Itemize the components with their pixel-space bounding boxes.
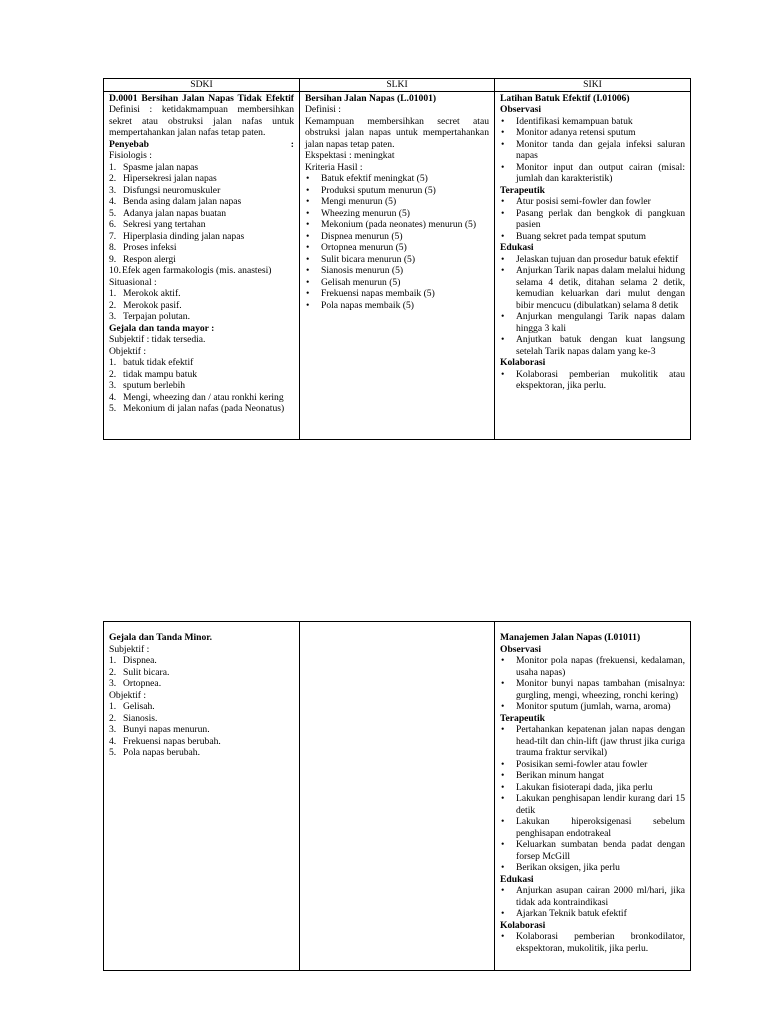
list-item-text: Hipersekresi jalan napas <box>123 173 217 184</box>
bullet-icon: • <box>501 230 505 242</box>
objektif-mayor-list <box>109 357 294 415</box>
kolaborasi2-heading: Kolaborasi <box>500 919 546 931</box>
bullet-icon: • <box>501 196 505 207</box>
list-item <box>305 231 489 243</box>
list-number: 4. <box>109 735 117 747</box>
list-item <box>305 254 489 266</box>
list-item <box>500 782 685 794</box>
list-item <box>500 862 685 874</box>
list-item <box>500 885 685 908</box>
list-item <box>109 369 294 381</box>
slki-empty-cell <box>300 622 495 971</box>
list-item-text: Mengi menurun (5) <box>321 196 397 207</box>
sdki-minor-cell <box>104 622 300 971</box>
table-body-row <box>104 91 691 439</box>
list-item-text: Anjurkan mengulangi Tarik napas dalam hingga 3 kali <box>516 311 685 334</box>
list-item-text: Merokok aktif. <box>123 288 181 299</box>
list-item <box>109 392 294 404</box>
list-number: 2. <box>109 173 117 184</box>
list-item-text: Buang sekret pada tempat sputum <box>516 230 647 242</box>
bullet-icon: • <box>306 265 310 276</box>
list-item-text: Identifikasi kemampuan batuk <box>516 115 633 127</box>
bullet-icon: • <box>306 230 310 242</box>
list-item <box>500 116 685 128</box>
list-item <box>109 173 294 185</box>
objektif-label: Objektif : <box>109 345 147 357</box>
minor-subjektif-list <box>109 655 294 690</box>
nursing-care-table-2 <box>103 621 691 971</box>
bullet-icon: • <box>501 368 505 380</box>
list-item-text: Sekresi yang tertahan <box>123 219 206 230</box>
fisiologis-list <box>109 162 294 277</box>
list-item <box>109 196 294 208</box>
list-item-text: Efek agen farmakologis (mis. anastesi) <box>122 265 272 276</box>
list-number: 4. <box>109 391 117 403</box>
list-item-text: Hiperplasia dinding jalan napas <box>123 230 245 242</box>
list-item <box>500 127 685 139</box>
list-item <box>305 288 489 300</box>
slki-definisi-label: Definisi : <box>305 104 341 115</box>
edukasi-list <box>500 254 685 358</box>
list-item <box>109 678 294 690</box>
list-item-text: Lakukan hiperoksigenasi sebelum penghisapan endotrakeal <box>516 816 685 839</box>
list-number: 10. <box>109 265 121 276</box>
list-item <box>305 242 489 254</box>
list-number: 9. <box>109 253 117 265</box>
slki-ekspektasi: Ekspektasi : meningkat <box>305 150 395 161</box>
list-number: 6. <box>109 219 117 230</box>
list-item <box>500 839 685 862</box>
list-item-text: Disfungsi neuromuskuler <box>123 184 221 196</box>
list-item-text: Ajarkan Teknik batuk efektif <box>516 908 627 919</box>
list-item-text: Frekuensi napas membaik (5) <box>321 288 435 299</box>
list-item <box>500 793 685 816</box>
list-number: 4. <box>109 196 117 207</box>
list-item <box>500 678 685 701</box>
list-item-text: Frekuensi napas berubah. <box>123 735 221 747</box>
list-item <box>109 747 294 759</box>
list-item <box>109 231 294 243</box>
penyebab-heading <box>109 139 294 151</box>
list-item-text: Mengi, wheezing dan / atau ronkhi kering <box>123 391 284 403</box>
list-item-text: Pola napas membaik (5) <box>321 299 414 311</box>
list-item <box>500 162 685 185</box>
siki-title: Latihan Batuk Efektif (I.01006) <box>500 92 630 104</box>
list-item <box>109 713 294 725</box>
table-body-row <box>104 622 691 971</box>
list-item <box>500 231 685 243</box>
list-item-text: Kolaborasi pemberian mukolitik atau ekspektoran, jika perlu. <box>516 368 685 391</box>
list-item <box>109 208 294 220</box>
header-sdki: SDKI <box>104 79 300 92</box>
list-item-text: Respon alergi <box>123 253 176 265</box>
edukasi-heading: Edukasi <box>500 242 534 253</box>
bullet-icon: • <box>306 288 310 299</box>
bullet-icon: • <box>501 701 505 712</box>
observasi-list <box>500 116 685 185</box>
list-number: 2. <box>109 712 117 724</box>
list-item-text: Monitor pola napas (frekuensi, kedalaman, usaha napas) <box>516 655 685 678</box>
kolaborasi2-list <box>500 931 685 954</box>
list-item <box>305 277 489 289</box>
list-item-text: Dispnea menurun (5) <box>321 230 403 242</box>
slki-title: Bersihan Jalan Napas (L.01001) <box>305 92 437 104</box>
list-item-text: Keluarkan sumbatan benda padat dengan forsep McGill <box>516 839 685 862</box>
list-item <box>305 208 489 220</box>
header-siki: SIKI <box>495 79 691 92</box>
subjektif-mayor: Subjektif : tidak tersedia. <box>109 334 206 345</box>
list-item-text: Proses infeksi <box>123 242 177 253</box>
list-item <box>109 162 294 174</box>
siki-manajemen-cell <box>495 622 691 971</box>
list-item <box>500 196 685 208</box>
list-item-text: Berikan oksigen, jika perlu <box>516 862 620 873</box>
edukasi2-heading: Edukasi <box>500 873 534 885</box>
bullet-icon: • <box>306 242 310 253</box>
bullet-icon: • <box>501 265 505 276</box>
list-item <box>109 311 294 323</box>
penyebab-label: Penyebab <box>109 138 149 150</box>
list-number: 3. <box>109 311 117 322</box>
bullet-icon: • <box>501 311 505 322</box>
penyebab-colon: : <box>290 138 294 150</box>
bullet-icon: • <box>501 253 505 265</box>
list-item <box>500 816 685 839</box>
bullet-icon: • <box>501 724 505 735</box>
edukasi2-list <box>500 885 685 920</box>
bullet-icon: • <box>306 219 310 230</box>
nursing-care-table-1 <box>103 78 691 440</box>
list-item <box>305 173 489 185</box>
list-item <box>500 311 685 334</box>
terapeutik-heading: Terapeutik <box>500 184 545 196</box>
bullet-icon: • <box>501 862 505 873</box>
bullet-icon: • <box>306 207 310 219</box>
sdki-cell <box>104 91 300 439</box>
list-item <box>305 265 489 277</box>
list-item-text: Monitor input dan output cairan (misal: jumlah dan karakteristik) <box>516 161 685 184</box>
list-item-text: Spasme jalan napas <box>123 161 199 173</box>
bullet-icon: • <box>306 184 310 196</box>
list-item-text: Anjutkan batuk dengan kuat langsung setelah Tarik napas dalam yang ke-3 <box>516 334 685 357</box>
list-item <box>500 724 685 759</box>
list-item-text: sputum berlebih <box>123 380 186 391</box>
bullet-icon: • <box>501 334 505 345</box>
list-item-text: Mekonium di jalan nafas (pada Neonatus) <box>123 403 285 414</box>
bullet-icon: • <box>306 299 310 311</box>
bullet-icon: • <box>501 885 505 896</box>
list-number: 3. <box>109 724 117 735</box>
situasional-list <box>109 288 294 323</box>
list-item-text: tidak mampu batuk <box>123 368 198 380</box>
list-item <box>109 242 294 254</box>
list-item <box>305 300 489 312</box>
list-item-text: Anjurkan asupan cairan 2000 ml/hari, jika tidak ada kontraindikasi <box>516 885 685 908</box>
header-slki: SLKI <box>300 79 495 92</box>
list-item-text: Ortopnea. <box>123 678 162 689</box>
list-item-text: Wheezing menurun (5) <box>321 207 410 219</box>
list-item <box>500 931 685 954</box>
bullet-icon: • <box>501 138 505 150</box>
bullet-icon: • <box>501 816 505 827</box>
list-item-text: Batuk efektif meningkat (5) <box>321 173 428 184</box>
minor-objektif-label: Objektif : <box>109 689 147 701</box>
list-item-text: Sianosis. <box>123 712 158 724</box>
list-item-text: Terpajan polutan. <box>123 311 190 322</box>
minor-subjektif-label: Subjektif : <box>109 643 150 655</box>
list-item <box>500 139 685 162</box>
minor-heading: Gejala dan Tanda Minor. <box>109 632 213 643</box>
list-item-text: Gelisah menurun (5) <box>321 276 401 288</box>
bullet-icon: • <box>306 276 310 288</box>
sdki-definition: Definisi : ketidakmampuan membersihkan sekret atau obstruksi jalan nafas untuk mempertahankan jalan nafas tetap paten. <box>109 104 294 138</box>
list-item-text: Pasang perlak dan bengkok di pangkuan pasien <box>516 207 685 230</box>
list-number: 5. <box>109 207 117 219</box>
list-number: 1. <box>109 655 117 666</box>
list-number: 5. <box>109 403 117 414</box>
list-item <box>500 265 685 311</box>
list-item <box>500 334 685 357</box>
list-item-text: Pola napas berubah. <box>123 747 200 758</box>
kolaborasi-heading: Kolaborasi <box>500 357 546 368</box>
list-item-text: Monitor bunyi napas tambahan (misalnya: gurgling, mengi, wheezing, ronchi kering) <box>516 678 685 701</box>
bullet-icon: • <box>501 781 505 793</box>
observasi2-list <box>500 655 685 713</box>
terapeutik2-list <box>500 724 685 874</box>
bullet-icon: • <box>501 161 505 173</box>
list-item-text: Kolaborasi pemberian bronkodilator, ekspektoran, mukolitik, jika perlu. <box>516 931 685 954</box>
list-item <box>109 403 294 415</box>
list-item-text: Gelisah. <box>123 701 155 712</box>
list-item-text: Atur posisi semi-fowler dan fowler <box>516 196 651 207</box>
list-item <box>500 770 685 782</box>
slki-cell <box>300 91 495 439</box>
bullet-icon: • <box>501 655 505 666</box>
kolaborasi-list <box>500 369 685 392</box>
list-item <box>500 254 685 266</box>
list-number: 1. <box>109 701 117 712</box>
list-item <box>305 196 489 208</box>
list-item <box>500 208 685 231</box>
fisiologis-label: Fisiologis : <box>109 150 152 161</box>
list-item <box>109 380 294 392</box>
list-item <box>500 908 685 920</box>
situasional-label: Situasional : <box>109 276 157 288</box>
bullet-icon: • <box>306 196 310 207</box>
list-item <box>109 265 294 277</box>
list-item <box>500 701 685 713</box>
list-item <box>109 288 294 300</box>
list-item <box>109 701 294 713</box>
list-number: 3. <box>109 380 117 391</box>
list-number: 5. <box>109 747 117 758</box>
list-number: 7. <box>109 230 117 242</box>
sdki-title: D.0001 Bersihan Jalan Napas Tidak Efektif <box>109 92 294 104</box>
list-item-text: Benda asing dalam jalan napas <box>123 196 242 207</box>
list-item-text: Monitor sputum (jumlah, warna, aroma) <box>516 701 671 712</box>
terapeutik2-heading: Terapeutik <box>500 712 545 724</box>
list-item-text: Jelaskan tujuan dan prosedur batuk efektif <box>516 253 679 265</box>
list-number: 1. <box>109 288 117 299</box>
list-item-text: Monitor tanda dan gejala infeksi saluran napas <box>516 138 685 161</box>
list-item-text: Dispnea. <box>123 655 157 666</box>
bullet-icon: • <box>501 908 505 919</box>
list-number: 2. <box>109 299 117 311</box>
bullet-icon: • <box>501 793 505 804</box>
slki-kriteria-label: Kriteria Hasil : <box>305 161 363 173</box>
list-item-text: Bunyi napas menurun. <box>123 724 210 735</box>
list-item-text: Mekonium (pada neonates) menurun (5) <box>321 219 477 230</box>
list-item <box>109 185 294 197</box>
bullet-icon: • <box>501 770 505 781</box>
list-item <box>500 369 685 392</box>
mayor-heading: Gejala dan tanda mayor : <box>109 322 215 334</box>
list-item <box>500 655 685 678</box>
slki-definisi-text: Kemampuan membersihkan secret atau obstruksi jalan napas untuk mempertahankan jalan napas tetap paten. <box>305 115 489 150</box>
list-number: 3. <box>109 184 117 196</box>
list-item-text: Monitor adanya retensi sputum <box>516 127 636 138</box>
list-item <box>305 219 489 231</box>
list-item-text: Sianosis menurun (5) <box>321 265 404 276</box>
list-number: 3. <box>109 678 117 689</box>
terapeutik-list <box>500 196 685 242</box>
list-item-text: batuk tidak efektif <box>123 357 194 368</box>
observasi-heading: Observasi <box>500 104 542 115</box>
list-item <box>109 667 294 679</box>
list-item <box>305 185 489 197</box>
minor-objektif-list <box>109 701 294 759</box>
list-item <box>109 219 294 231</box>
list-item-text: Merokok pasif. <box>123 299 182 311</box>
table-header-row <box>104 79 691 92</box>
bullet-icon: • <box>306 173 310 184</box>
observasi2-heading: Observasi <box>500 643 542 655</box>
list-item-text: Lakukan fisioterapi dada, jika perlu <box>516 781 653 793</box>
list-item <box>109 254 294 266</box>
bullet-icon: • <box>501 758 505 770</box>
list-item-text: Pertahankan kepatenan jalan napas dengan head-tilt dan chin-lift (jaw thrust jika curiga trauma fraktur servikal) <box>516 724 685 758</box>
list-number: 1. <box>109 161 117 173</box>
list-number: 2. <box>109 368 117 380</box>
list-item-text: Posisikan semi-fowler atau fowler <box>516 758 648 770</box>
bullet-icon: • <box>501 931 505 942</box>
list-item-text: Produksi sputum menurun (5) <box>321 184 436 196</box>
list-item-text: Ortopnea menurun (5) <box>321 242 407 253</box>
bullet-icon: • <box>501 678 505 689</box>
list-item <box>109 724 294 736</box>
list-number: 2. <box>109 666 117 678</box>
list-item <box>109 357 294 369</box>
list-item <box>109 655 294 667</box>
siki-cell <box>495 91 691 439</box>
list-item-text: Berikan minum hangat <box>516 770 604 781</box>
list-number: 8. <box>109 242 117 253</box>
list-item-text: Anjurkan Tarik napas dalam melalui hidung selama 4 detik, ditahan selama 2 detik, kemudian keluarkan dari mulut dengan bibir mencucu (dibulatkan) selama 8 detik <box>516 265 685 311</box>
bullet-icon: • <box>501 207 505 219</box>
bullet-icon: • <box>501 115 505 127</box>
list-item <box>109 736 294 748</box>
bullet-icon: • <box>501 839 505 850</box>
list-item-text: Lakukan penghisapan lendir kurang dari 15 detik <box>516 793 685 816</box>
list-item-text: Sulit bicara menurun (5) <box>321 253 416 265</box>
bullet-icon: • <box>306 253 310 265</box>
list-item-text: Adanya jalan napas buatan <box>123 207 227 219</box>
kriteria-hasil-list <box>305 173 489 311</box>
list-item <box>109 300 294 312</box>
bullet-icon: • <box>501 127 505 138</box>
list-item-text: Sulit bicara. <box>123 666 170 678</box>
siki2-title: Manajemen Jalan Napas (I.01011) <box>500 632 641 643</box>
list-item <box>500 759 685 771</box>
list-number: 1. <box>109 357 117 368</box>
